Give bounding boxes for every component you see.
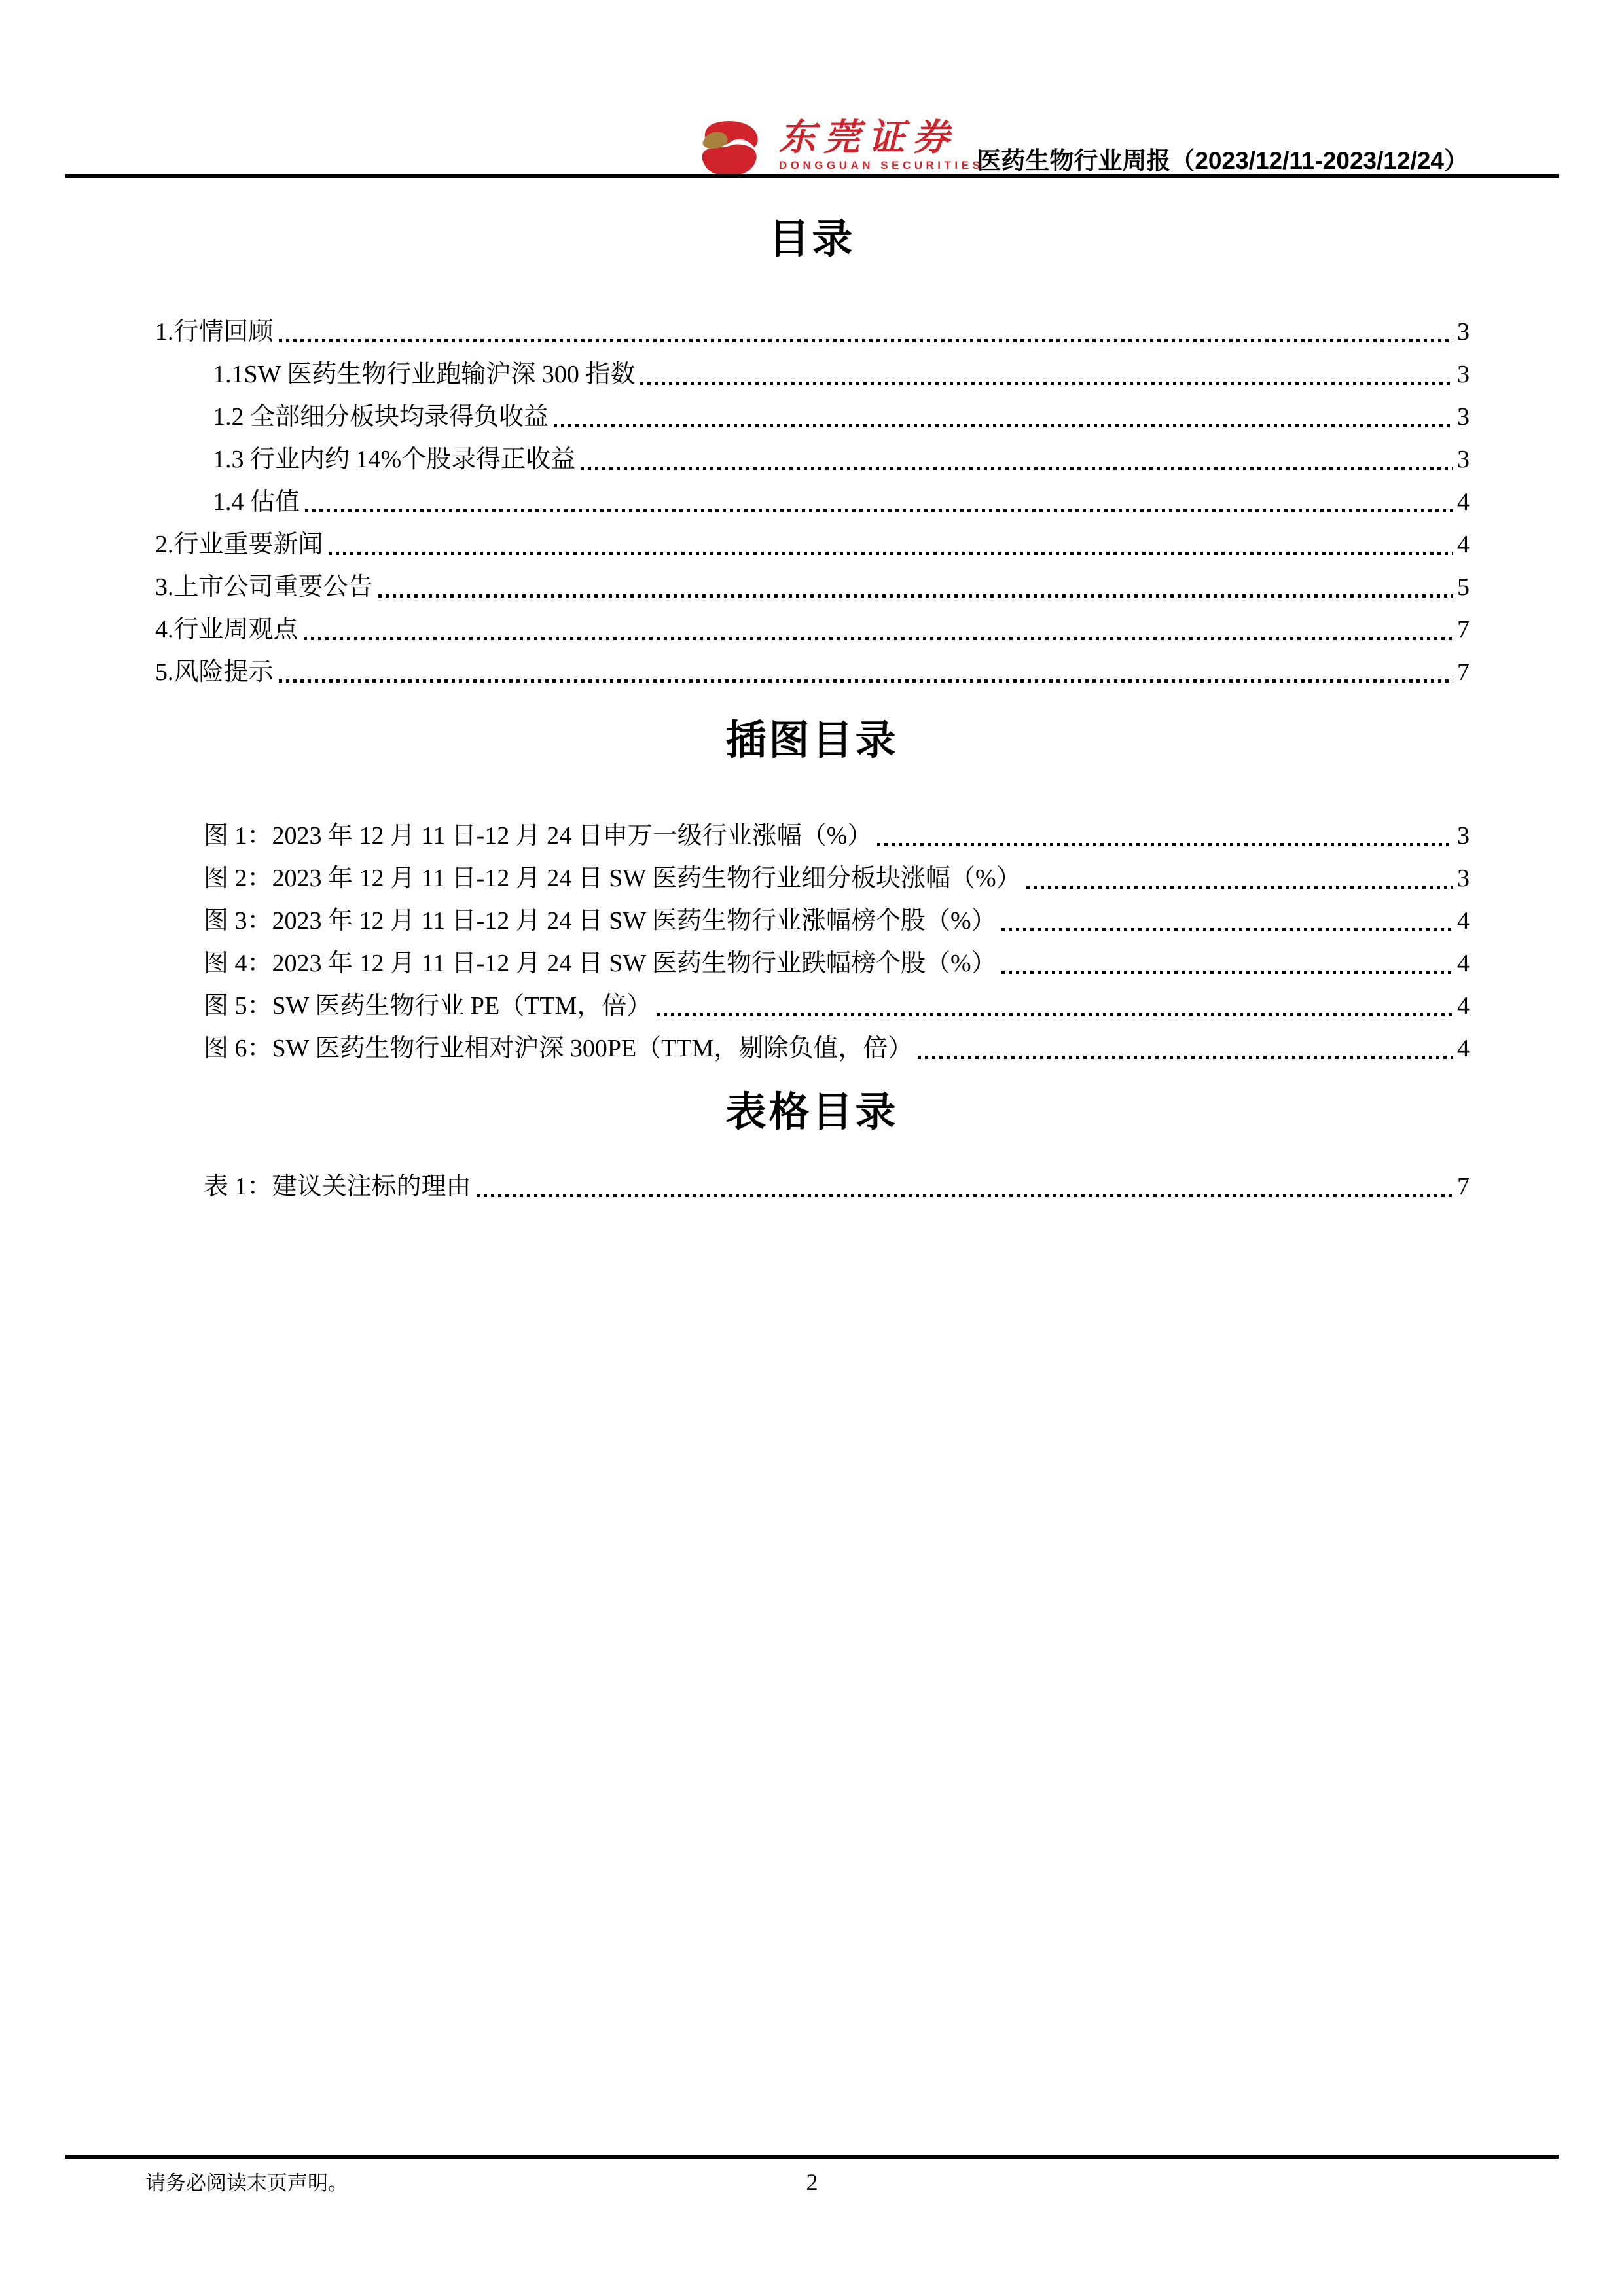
figure-entry-page: 4 [1457, 992, 1470, 1020]
brand-text [779, 120, 983, 172]
toc-entry-page: 3 [1457, 318, 1470, 346]
table-entry-page: 7 [1457, 1173, 1470, 1200]
toc-entry[interactable] [155, 308, 1470, 350]
figure-entry-label: 图 4：2023 年 12 月 11 日-12 月 24 日 SW 医药生物行业跌幅榜个股（%） [204, 950, 996, 977]
table-entry[interactable] [155, 1162, 1470, 1205]
dot-leader [918, 1056, 1453, 1059]
figure-entry-page: 4 [1457, 1035, 1470, 1062]
dot-leader [329, 552, 1453, 555]
figure-entry-label: 图 2：2023 年 12 月 11 日-12 月 24 日 SW 医药生物行业细分板块涨幅（%） [204, 865, 1021, 892]
figure-entry-page: 3 [1457, 865, 1470, 892]
figure-entry-label: 图 1：2023 年 12 月 11 日-12 月 24 日申万一级行业涨幅（%） [204, 822, 873, 850]
figure-entry-label: 图 3：2023 年 12 月 11 日-12 月 24 日 SW 医药生物行业涨幅榜个股（%） [204, 907, 996, 935]
brand-block [696, 120, 983, 177]
toc-entry-page: 4 [1457, 531, 1470, 558]
dot-leader [877, 843, 1453, 846]
toc-heading: 目录 [768, 217, 856, 262]
toc-entry-page: 3 [1457, 403, 1470, 431]
dot-leader [279, 679, 1453, 683]
toc-entry-label: 1.2 全部细分板块均录得负收益 [213, 403, 549, 431]
figure-entry[interactable] [155, 1024, 1470, 1067]
toc-entry-label: 1.3 行业内约 14%个股录得正收益 [213, 446, 576, 473]
table-entry-label: 表 1：建议关注标的理由 [204, 1173, 471, 1200]
brand-name-cn: 东莞证券 [779, 118, 957, 158]
dongguan-securities-logo-icon [696, 120, 762, 177]
footer-disclaimer: 请务必阅读末页声明。 [145, 2172, 348, 2195]
toc-entry-label: 1.行情回顾 [155, 318, 274, 346]
toc-entry[interactable] [155, 350, 1470, 393]
dot-leader [581, 467, 1453, 470]
dot-leader [1001, 928, 1453, 931]
toc-entry[interactable] [155, 520, 1470, 563]
figure-entry[interactable] [155, 982, 1470, 1024]
dot-leader [657, 1013, 1453, 1016]
figure-entry-page: 4 [1457, 907, 1470, 935]
figure-entry[interactable] [155, 897, 1470, 939]
toc-entry-label: 4.行业周观点 [155, 616, 298, 643]
toc-entry-page: 7 [1457, 658, 1470, 686]
figure-entry-label: 图 5：SW 医药生物行业 PE（TTM，倍） [204, 992, 652, 1020]
toc-list [155, 308, 1470, 691]
toc-entry-page: 3 [1457, 361, 1470, 388]
report-title: 医药生物行业周报（2023/12/11-2023/12/24） [977, 147, 1468, 174]
figure-entry-page: 3 [1457, 822, 1470, 850]
toc-entry-label: 3.上市公司重要公告 [155, 573, 373, 601]
toc-entry-label: 1.1SW 医药生物行业跑输沪深 300 指数 [213, 361, 636, 388]
toc-entry-label: 1.4 估值 [213, 488, 300, 516]
dot-leader [279, 339, 1453, 342]
toc-entry[interactable] [155, 563, 1470, 605]
figure-entry[interactable] [155, 854, 1470, 897]
toc-entry[interactable] [155, 393, 1470, 435]
dot-leader [1001, 971, 1453, 974]
page-number: 2 [806, 2169, 818, 2195]
toc-entry-page: 4 [1457, 488, 1470, 516]
figure-entry-page: 4 [1457, 950, 1470, 977]
toc-entry-page: 7 [1457, 616, 1470, 643]
figure-entry[interactable] [155, 812, 1470, 854]
dot-leader [554, 424, 1453, 427]
toc-entry-page: 3 [1457, 446, 1470, 473]
header-divider [65, 174, 1559, 178]
dot-leader [1026, 886, 1453, 889]
figure-index-list [155, 812, 1470, 1067]
dot-leader [304, 637, 1453, 640]
table-index-heading: 表格目录 [725, 1090, 899, 1135]
toc-entry[interactable] [155, 648, 1470, 691]
brand-name-en: DONGGUAN SECURITIES [779, 159, 984, 171]
table-index-list [155, 1162, 1470, 1205]
dot-leader [640, 382, 1453, 385]
toc-entry-label: 2.行业重要新闻 [155, 531, 323, 558]
dot-leader [305, 509, 1453, 512]
figure-entry[interactable] [155, 939, 1470, 982]
toc-entry[interactable] [155, 435, 1470, 478]
toc-entry-label: 5.风险提示 [155, 658, 274, 686]
toc-entry[interactable] [155, 605, 1470, 648]
figure-entry-label: 图 6：SW 医药生物行业相对沪深 300PE（TTM，剔除负值，倍） [204, 1035, 913, 1062]
toc-entry[interactable] [155, 478, 1470, 520]
figure-index-heading: 插图目录 [725, 718, 899, 763]
dot-leader [477, 1194, 1453, 1197]
dot-leader [378, 594, 1453, 598]
toc-entry-page: 5 [1457, 573, 1470, 601]
footer-divider [65, 2155, 1559, 2159]
